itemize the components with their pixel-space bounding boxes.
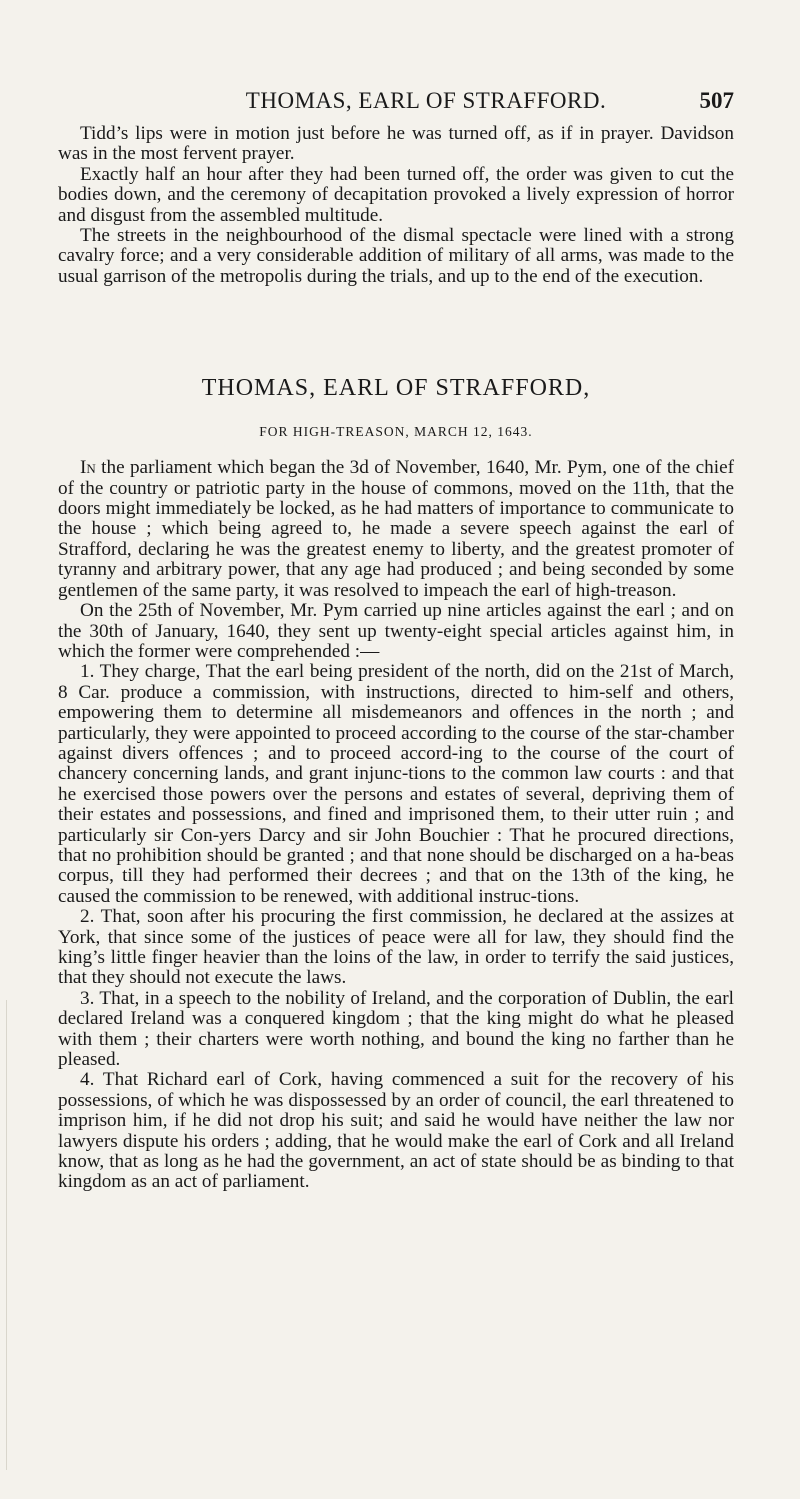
intro-paragraph: Exactly half an hour after they had been turned off, the order was given to cut the bodies down, and the ceremony of decapitation provoked a lively expression of horror and disgust from the assembled multitude. [58, 163, 734, 226]
intro-paragraph: Tidd’s lips were in motion just before he was turned off, as if in prayer. Davidson was in the most fervent prayer. [58, 123, 734, 165]
section-title: THOMAS, EARL OF STRAFFORD, [201, 375, 591, 402]
first-word: In [80, 457, 96, 479]
article-paragraph: 4. That Richard earl of Cork, having commenced a suit for the recovery of his possessions, of which he was dispossessed by an order of council, the earl threatened to imprison him, if he did not drop his suit; and said he would have neither the law nor lawyers dispute his orders ; adding, that he would make the earl of Cork and all Ireland know, that as long as he had the government, an act of state should be as binding to that kingdom as an act of parliament. [58, 1069, 734, 1193]
article-paragraph: 3. That, in a speech to the nobility of Ireland, and the corporation of Dublin, the earl declared Ireland was a conquered kingdom ; that the king might do what he pleased with them ; their charters were worth nothing, and bound the king no farther than he pleased. [58, 987, 734, 1071]
gutter-shadow [6, 1000, 7, 1470]
section-spacer [58, 287, 734, 375]
intro-paragraph: The streets in the neighbourhood of the dismal spectacle were lined with a strong cavalry force; and a very considerable addition of military of all arms, was made to the usual garrison of the metropolis during the trials, and up to the end of the execution. [58, 225, 734, 287]
page-number: 507 [699, 88, 734, 113]
running-title: THOMAS, EARL OF STRAFFORD. [245, 88, 607, 113]
first-paragraph-text: the parliament which began the 3d of November, 1640, Mr. Pym, one of the chief of the country or patriotic party in the house of commons, moved on the 11th, that the doors might immediately be locked, as he had matters of importance to communicate to the house ; which being agreed to, he made a severe speech against the earl of Strafford, declaring he was the greatest enemy to liberty, and the greatest promoter of tyranny and arbitrary power, that any age had produced ; and being seconded by some gentlemen of the same party, it was resolved to impeach the earl of high-treason. [58, 457, 734, 601]
article-paragraph: 1. They charge, That the earl being president of the north, did on the 21st of March, 8 Car. produce a commission, with instructions, directed to him-self and others, empowering them to determine all misdemeanors and offences in the north ; and particularly, they were appointed to proceed according to the course of the star-chamber against divers offences ; and to proceed accord-ing to the course of the court of chancery concerning lands, and grant injunc-tions to the common law courts : and that he exercised those powers over the persons and estates of several, depriving them of their estates and possessions, and fined and imprisoned them, to their utter ruin ; and particularly sir Con-yers Darcy and sir John Bouchier : That he procured directions, that no prohibition should be granted ; and that none should be discharged on a ha-beas corpus, till they had performed their decrees ; and that on the 13th of the king, he caused the commission to be renewed, with additional instruc-tions. [58, 661, 734, 907]
section-first-paragraph [58, 458, 734, 601]
article-paragraph: 2. That, soon after his procuring the first commission, he declared at the assizes at York, that since some of the justices of peace were all for law, they should find the king’s little finger heavier than the loins of the law, in order to terrify the said justices, that they should not execute the laws. [58, 906, 734, 989]
section-subtitle: FOR HIGH-TREASON, MARCH 12, 1643. [259, 424, 533, 440]
body-text [58, 124, 734, 1193]
section-paragraph: On the 25th of November, Mr. Pym carried up nine articles against the earl ; and on the 30th of January, 1640, they sent up twenty-eight special articles against him, in which the former were comprehended :— [58, 600, 734, 662]
running-head [58, 88, 734, 116]
